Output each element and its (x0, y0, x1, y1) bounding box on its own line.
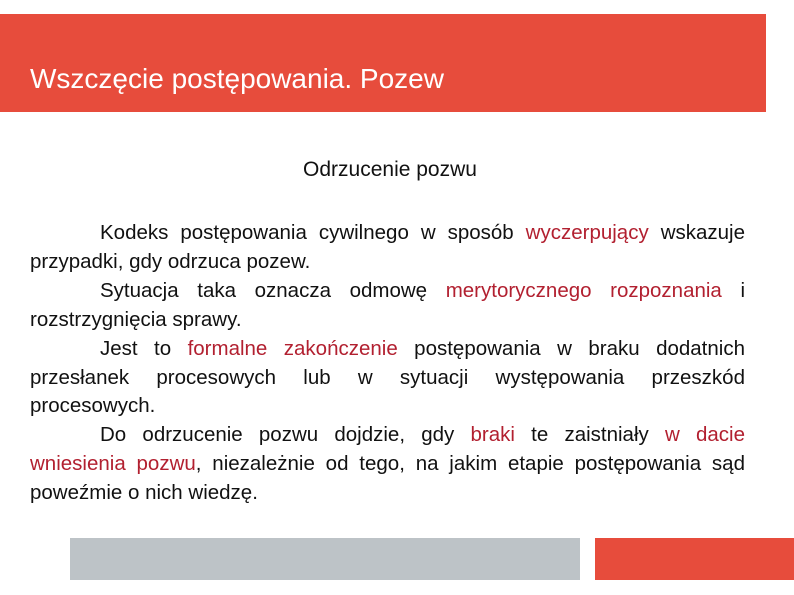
highlighted-text: merytorycznego rozpoznania (445, 278, 722, 302)
slide-subtitle: Odrzucenie pozwu (303, 158, 477, 181)
slide-title: Wszczęcie postępowania. Pozew (30, 63, 444, 94)
footer-gray-bar (70, 538, 580, 580)
text: , niezależnie od tego, na jakim etapie postępowania sąd poweźmie o nich wiedzę. (30, 452, 745, 505)
text: Jest to (100, 336, 188, 360)
paragraph (30, 219, 745, 277)
slide-body (30, 219, 745, 508)
text: Sytuacja taka oznacza odmowę (100, 278, 446, 302)
highlighted-text: braki (470, 423, 515, 447)
paragraph (30, 421, 745, 508)
text: wskazuje przypadki, gdy odrzuca pozew. (30, 221, 745, 273)
text: Kodeks postępowania cywilnego w sposób (100, 221, 526, 244)
paragraph (30, 277, 745, 335)
highlighted-text: formalne zakończenie (187, 336, 398, 360)
paragraph (30, 335, 745, 422)
text: Do odrzucenie pozwu dojdzie, gdy (100, 423, 471, 447)
text: i rozstrzygnięcia sprawy. (30, 278, 745, 331)
text: te zaistniały (514, 423, 665, 447)
footer-red-bar (595, 538, 794, 580)
highlighted-text: wyczerpujący (525, 221, 649, 244)
highlighted-text: w dacie wniesienia pozwu (30, 423, 745, 476)
text: postępowania w braku dodatnich przesłanek procesowych lub w sytuacji występowania przeszkód procesowych. (30, 336, 745, 418)
